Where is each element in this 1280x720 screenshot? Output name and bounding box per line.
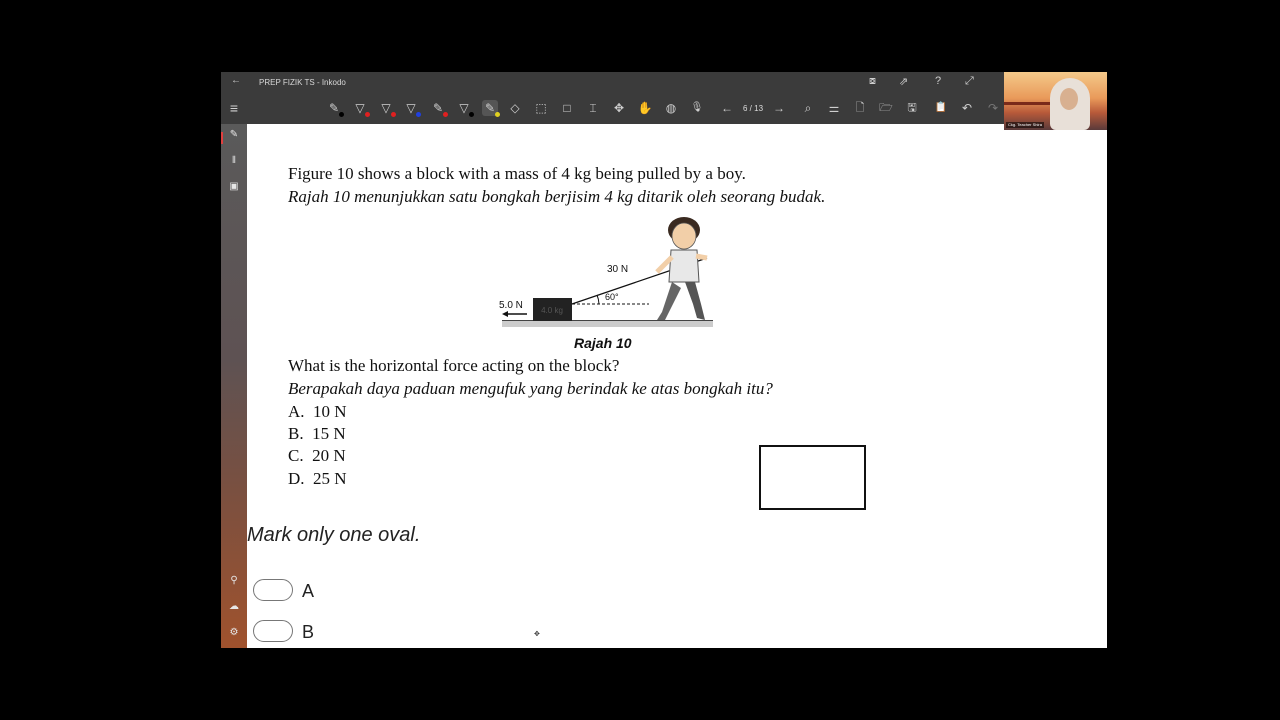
option-letter: A. xyxy=(288,402,305,421)
question-ask-ms: Berapakah daya paduan mengufuk yang berindak ke atas bongkah itu? xyxy=(288,379,773,398)
palette-icon[interactable]: ◍ xyxy=(665,101,677,115)
back-icon[interactable]: ← xyxy=(231,75,241,86)
boy-shirt xyxy=(669,250,699,282)
ground-shade xyxy=(502,321,713,327)
participant-video[interactable] xyxy=(1004,72,1107,130)
highlighter-red2-glyph: ▽ xyxy=(381,101,391,115)
pen-yellow-glyph: ✎ xyxy=(484,101,496,115)
save-icon[interactable]: 🖫 xyxy=(907,102,917,114)
angle-arc xyxy=(597,295,599,304)
fullscreen-icon[interactable]: ⤢ xyxy=(965,75,974,87)
pen-red-glyph: ✎ xyxy=(432,101,444,115)
active-indicator xyxy=(221,132,223,144)
radio-label-b: B xyxy=(302,622,315,642)
highlighter-black-icon[interactable] xyxy=(456,100,472,116)
next-page-icon[interactable]: → xyxy=(773,101,785,115)
color-dot xyxy=(495,112,500,117)
left-sidebar xyxy=(221,124,247,648)
settings-sliders-icon[interactable]: ⚌ xyxy=(828,101,840,115)
color-dot xyxy=(416,112,421,117)
boy-illustration xyxy=(657,217,707,320)
radio-option-a[interactable] xyxy=(253,579,293,601)
selection-icon[interactable]: ⬚ xyxy=(535,101,547,115)
color-dot xyxy=(339,112,344,117)
draw-icon[interactable]: ✎ xyxy=(229,129,239,140)
cursor-icon: ✥ xyxy=(534,631,540,638)
help-icon[interactable]: ? xyxy=(935,75,942,87)
drawing-toolbar xyxy=(221,92,1107,124)
color-dot xyxy=(469,112,474,117)
open-folder-icon[interactable]: 🗁 xyxy=(879,102,893,114)
pen-red-icon[interactable] xyxy=(430,100,446,116)
radio-option-b[interactable] xyxy=(253,620,293,642)
option-d xyxy=(288,469,347,489)
users-icon[interactable]: ⚲ xyxy=(230,575,238,586)
option-value: 15 N xyxy=(312,424,346,443)
boy-face xyxy=(672,223,696,249)
pen-black-icon[interactable] xyxy=(326,100,342,116)
option-c xyxy=(288,446,346,466)
pen-yellow-icon[interactable] xyxy=(482,100,498,116)
new-page-icon[interactable]: 🗋 xyxy=(855,102,865,114)
color-dot xyxy=(391,112,396,117)
friction-arrowhead xyxy=(502,311,508,317)
friction-label: 5.0 N xyxy=(499,300,523,311)
text-cursor-icon[interactable]: ⌶ xyxy=(589,101,597,115)
physics-figure xyxy=(497,212,717,336)
form-instruction: Mark only one oval. xyxy=(247,524,421,546)
prev-page-icon[interactable]: ← xyxy=(721,101,733,115)
option-letter: D. xyxy=(288,469,305,488)
color-dot xyxy=(443,112,448,117)
whiteboard-canvas[interactable] xyxy=(247,124,1107,648)
slides-icon[interactable]: ▣ xyxy=(229,181,239,192)
undo-icon[interactable]: ↶ xyxy=(961,101,973,115)
question-intro-en: Figure 10 shows a block with a mass of 4 kg being pulled by a boy. xyxy=(288,164,746,183)
option-letter: C. xyxy=(288,446,304,465)
answer-box xyxy=(759,445,866,510)
zoom-icon[interactable]: ⌕ xyxy=(804,101,812,115)
question-intro-ms: Rajah 10 menunjukkan satu bongkah berjisim 4 kg ditarik oleh seorang budak. xyxy=(288,187,826,206)
highlighter-red2-icon[interactable] xyxy=(378,100,394,116)
question-ask-en: What is the horizontal force acting on the block? xyxy=(288,356,620,375)
highlighter-blue-glyph: ▽ xyxy=(406,101,416,115)
angle-label: 60° xyxy=(605,292,619,302)
highlighter-red-icon[interactable] xyxy=(352,100,368,116)
figure-caption: Rajah 10 xyxy=(574,335,632,351)
boy-right-arm xyxy=(696,256,707,258)
color-dot xyxy=(365,112,370,117)
option-letter: B. xyxy=(288,424,304,443)
option-b xyxy=(288,424,346,444)
participant-name: Ckg. Teacher Shira xyxy=(1008,122,1042,127)
clipboard-icon[interactable]: 📋 xyxy=(934,102,948,113)
page-indicator: 6 / 13 xyxy=(743,104,764,113)
title-bar xyxy=(221,72,1107,92)
menu-icon[interactable]: ≡ xyxy=(229,100,239,116)
radio-label-a: A xyxy=(302,581,315,601)
option-value: 25 N xyxy=(313,469,347,488)
app-window xyxy=(221,72,1107,648)
option-a xyxy=(288,402,347,422)
highlighter-red-glyph: ▽ xyxy=(355,101,365,115)
redo-icon[interactable]: ↷ xyxy=(987,101,999,115)
eraser-icon[interactable]: ◇ xyxy=(510,101,520,115)
camera-icon[interactable]: ⧇ xyxy=(869,75,876,87)
window-title: PREP FIZIK TS - Inkodo xyxy=(259,78,346,87)
option-value: 20 N xyxy=(312,446,346,465)
hand-icon[interactable]: ✋ xyxy=(637,101,653,115)
highlighter-blue-icon[interactable] xyxy=(403,100,419,116)
library-icon[interactable]: 𝍪 xyxy=(232,155,236,166)
participant-face xyxy=(1060,88,1078,110)
rectangle-icon[interactable]: □ xyxy=(563,101,571,115)
boy-back-leg xyxy=(657,282,681,320)
highlighter-black-glyph: ▽ xyxy=(459,101,469,115)
pen-black-glyph: ✎ xyxy=(328,101,340,115)
mic-icon[interactable]: 🎙 xyxy=(690,102,704,113)
pull-force-label: 30 N xyxy=(607,264,629,275)
boy-front-leg xyxy=(685,282,705,320)
block-mass-label: 4.0 kg xyxy=(541,306,563,315)
cloud-icon[interactable]: ☁ xyxy=(229,601,239,612)
option-value: 10 N xyxy=(313,402,347,421)
pointer-icon[interactable]: ✥ xyxy=(613,101,625,115)
share-icon[interactable]: ⇗ xyxy=(899,76,909,88)
gear-icon[interactable]: ⚙ xyxy=(229,627,239,638)
video-background-bridge xyxy=(1004,102,1050,105)
